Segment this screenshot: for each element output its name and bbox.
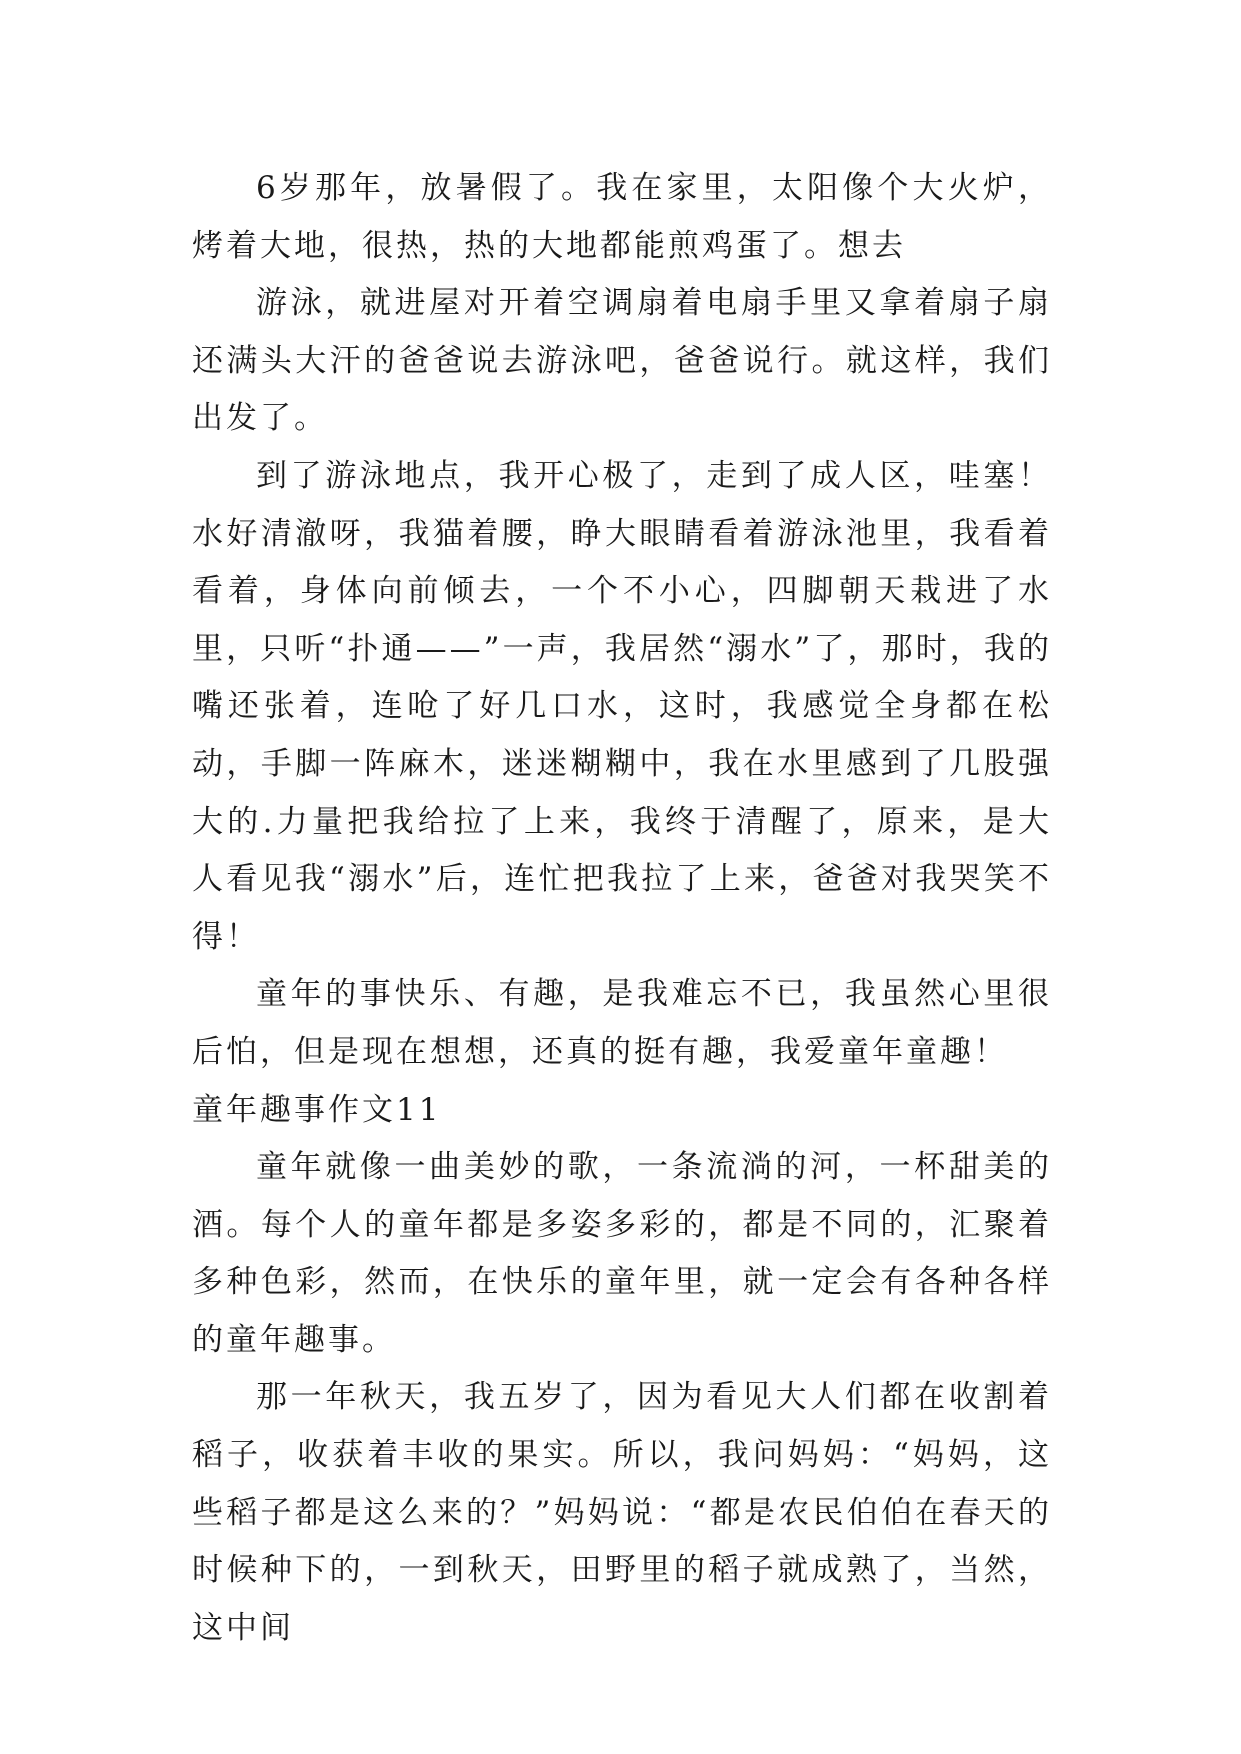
paragraph: 童年就像一曲美妙的歌，一条流淌的河，一杯甜美的酒。每个人的童年都是多姿多彩的，都是不同的，汇聚着多种色彩，然而，在快乐的童年里，就一定会有各种各样的童年趣事。 xyxy=(192,1149,1052,1358)
paragraph: 游泳，就进屋对开着空调扇着电扇手里又拿着扇子扇还满头大汗的爸爸说去游泳吧，爸爸说行。就这样，我们出发了。 xyxy=(192,285,1052,437)
paragraph: 童年的事快乐、有趣，是我难忘不已，我虽然心里很后怕，但是现在想想，还真的挺有趣，我爱童年童趣！ xyxy=(192,976,1052,1070)
paragraph: 6岁那年，放暑假了。我在家里，太阳像个大火炉，烤着大地，很热，热的大地都能煎鸡蛋了。想去 xyxy=(192,170,1052,264)
paragraph: 到了游泳地点，我开心极了，走到了成人区，哇塞！水好清澈呀，我猫着腰，睁大眼睛看着游泳池里，我看着看着，身体向前倾去，一个不小心，四脚朝天栽进了水里，只听“扑通——”一声，我居然“溺水”了，那时，我的嘴还张着，连呛了好几口水，这时，我感觉全身都在松动，手脚一阵麻木，迷迷糊糊中，我在水里感到了几股强大的.力量把我给拉了上来，我终于清醒了，原来，是大人看见我“溺水”后，连忙把我拉了上来，爸爸对我哭笑不得！ xyxy=(192,457,1052,955)
section-title: 童年趣事作文11 xyxy=(192,1091,442,1128)
document-body xyxy=(192,160,1052,1657)
paragraph: 那一年秋天，我五岁了，因为看见大人们都在收割着稻子，收获着丰收的果实。所以，我问妈妈：“妈妈，这些稻子都是这么来的？”妈妈说：“都是农民伯伯在春天的时候种下的，一到秋天，田野里的稻子就成熟了，当然，这中间 xyxy=(192,1379,1052,1646)
